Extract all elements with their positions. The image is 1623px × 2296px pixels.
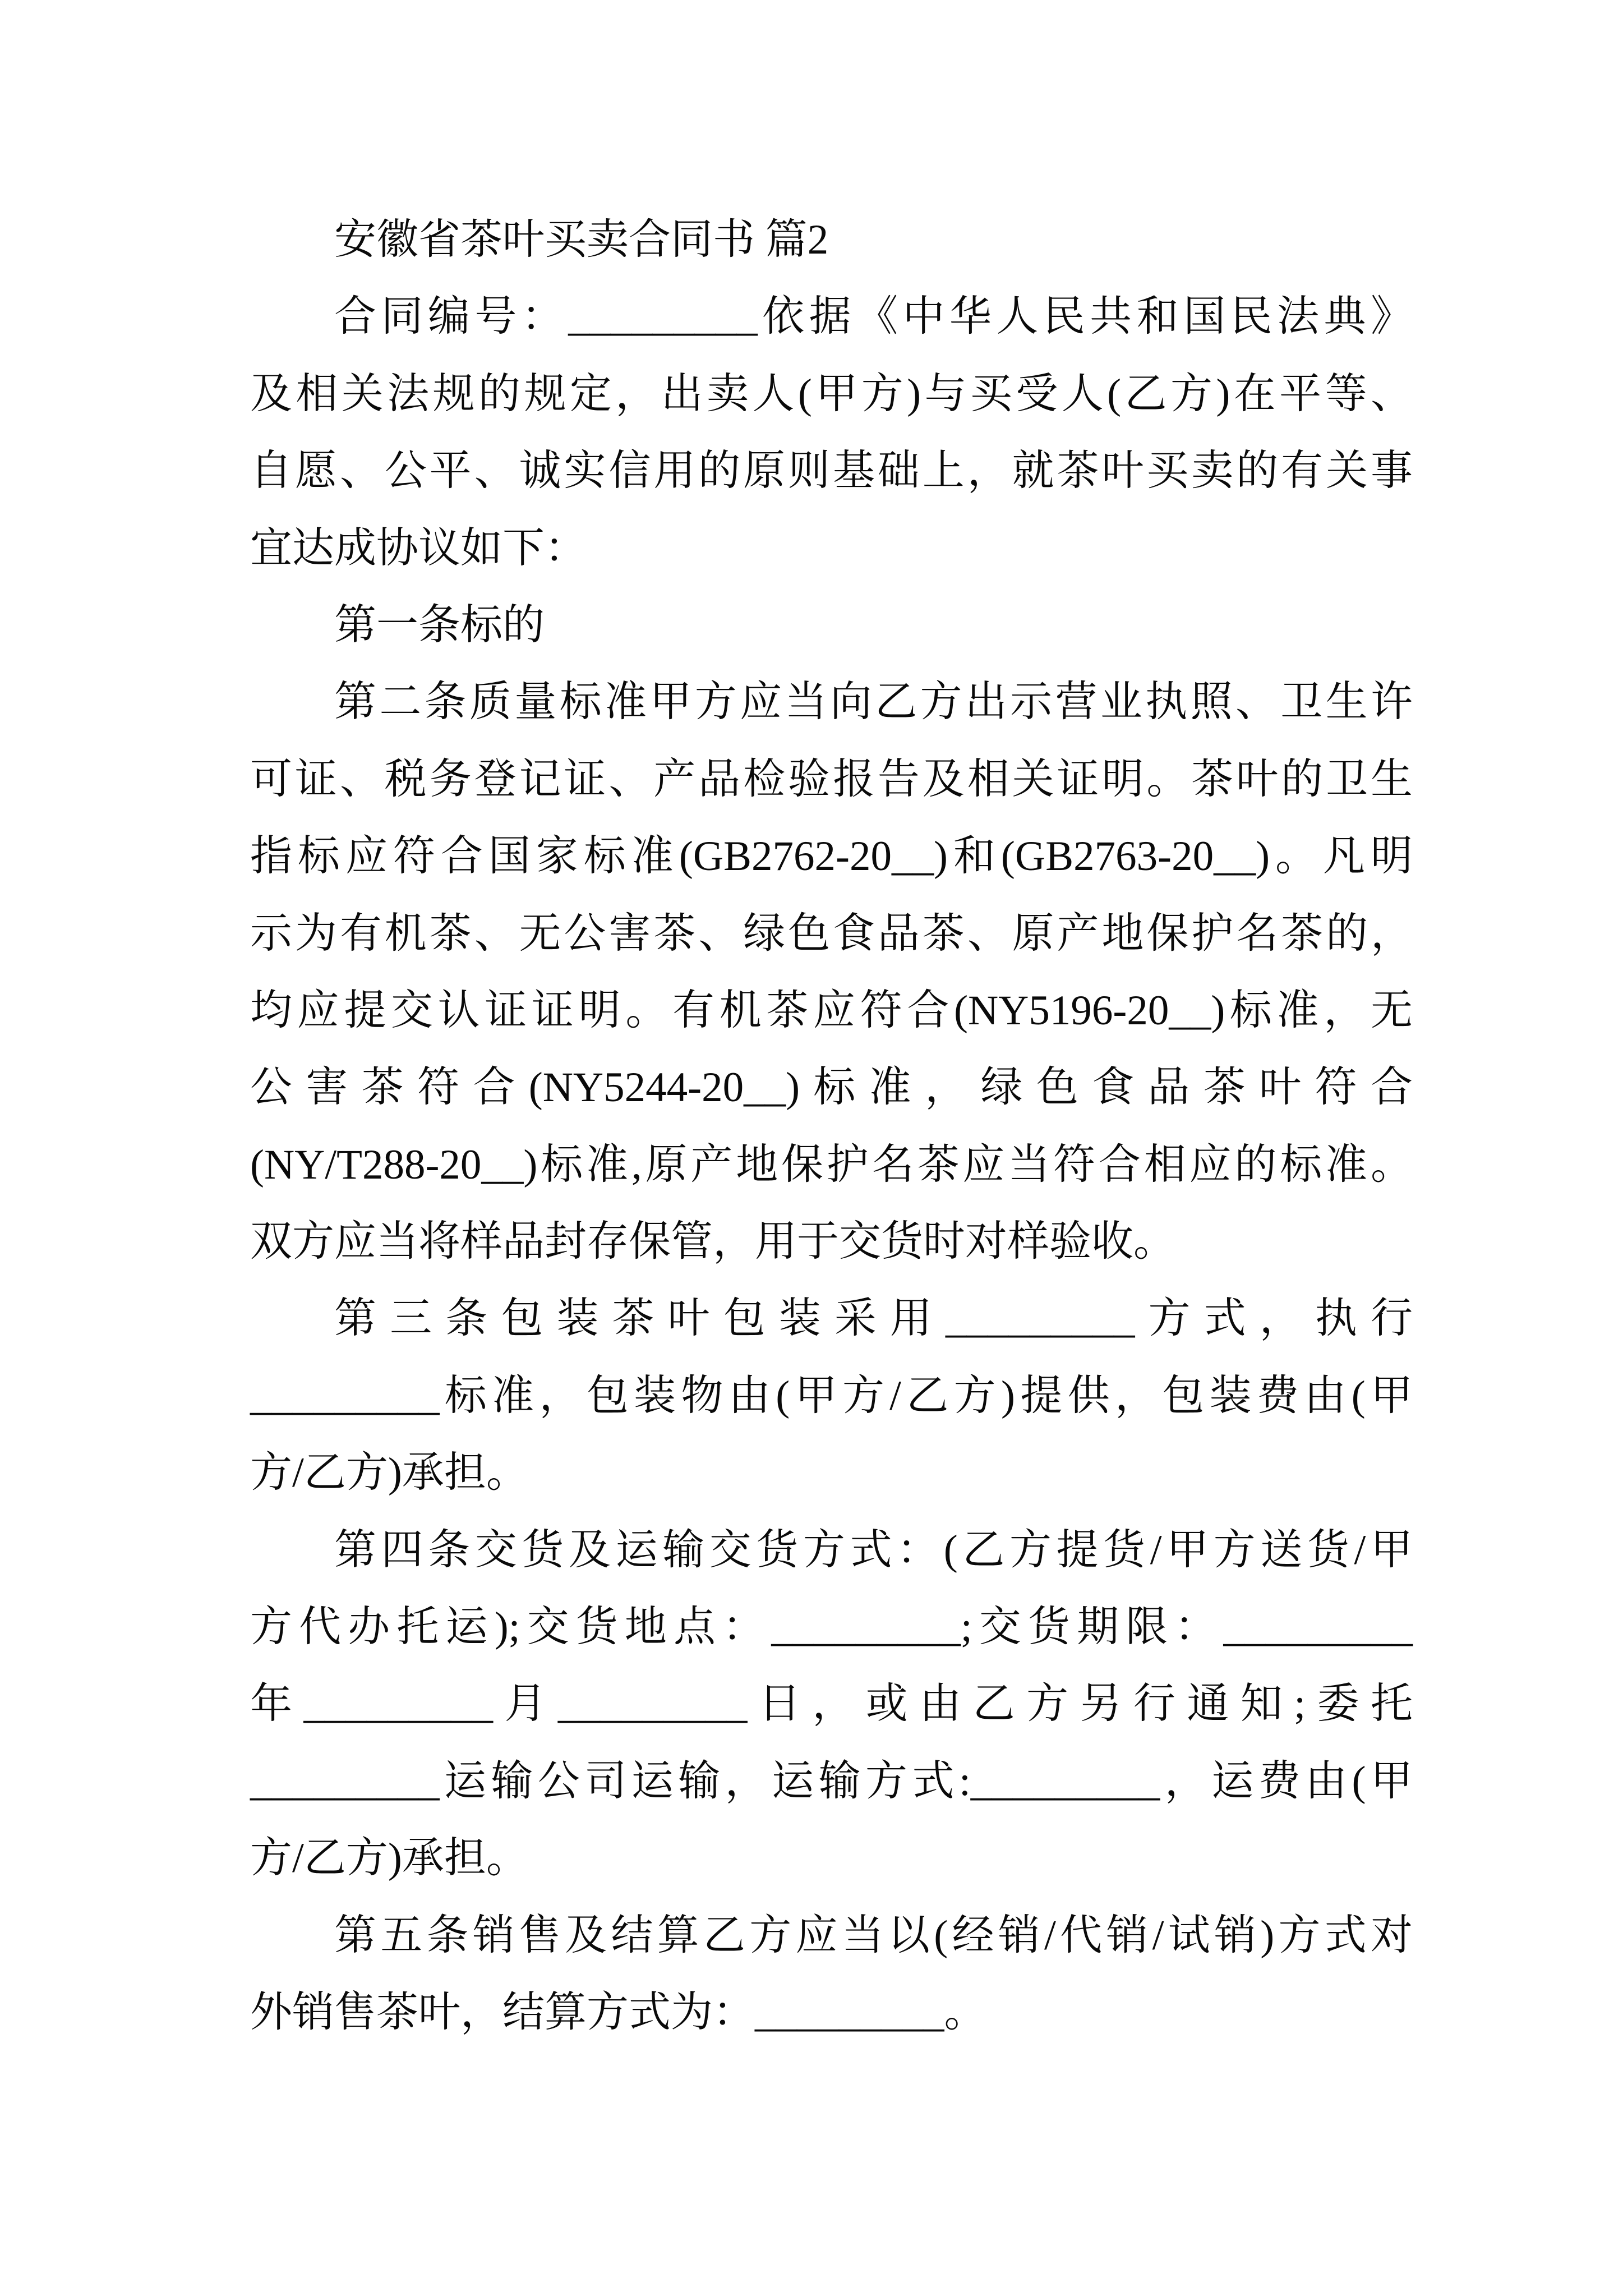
paragraph-line: _________标准，包装物由(甲方/乙方)提供，包装费由(甲 <box>250 1372 1413 1419</box>
paragraph-line: 外销售茶叶，结算方式为：_________。 <box>250 1989 986 2036</box>
paragraph-line: (NY/T288-20__)标准,原产地保护名茶应当符合相应的标准。 <box>250 1141 1413 1188</box>
paragraph-line: 均应提交认证证明。有机茶应符合(NY5196-20__)标准，无 <box>250 987 1413 1034</box>
preamble-paragraph <box>250 278 1413 587</box>
article-1-paragraph <box>250 587 1413 664</box>
article-3-paragraph <box>250 1280 1413 1511</box>
paragraph-line: 合同编号：_________依据《中华人民共和国民法典》 <box>334 293 1413 341</box>
paragraph-line: 第二条质量标准甲方应当向乙方出示营业执照、卫生许 <box>334 679 1413 726</box>
document-body <box>250 201 1413 2051</box>
paragraph-line: 第一条标的 <box>334 601 545 648</box>
paragraph-line: 公害茶符合(NY5244-20__)标准，绿色食品茶叶符合 <box>250 1064 1413 1111</box>
paragraph-line: 示为有机茶、无公害茶、绿色食品茶、原产地保护名茶的， <box>250 910 1413 957</box>
paragraph-line: 第五条销售及结算乙方应当以(经销/代销/试销)方式对 <box>334 1912 1413 1959</box>
paragraph-line: _________运输公司运输，运输方式:_________，运费由(甲 <box>250 1757 1413 1805</box>
paragraph-line: 宜达成协议如下： <box>250 524 587 572</box>
paragraph-line: 双方应当将样品封存保管，用于交货时对样验收。 <box>250 1218 1176 1266</box>
article-5-paragraph <box>250 1897 1413 2051</box>
paragraph-line: 可证、税务登记证、产品检验报告及相关证明。茶叶的卫生 <box>250 756 1413 803</box>
paragraph-line: 第四条交货及运输交货方式：(乙方提货/甲方送货/甲 <box>334 1526 1413 1573</box>
paragraph-line: 及相关法规的规定，出卖人(甲方)与买受人(乙方)在平等、 <box>250 370 1413 417</box>
article-2-paragraph <box>250 664 1413 1280</box>
article-4-paragraph <box>250 1512 1413 1897</box>
paragraph-line: 方/乙方)承担。 <box>250 1835 528 1882</box>
paragraph-line: 年_________月_________日，或由乙方另行通知;委托 <box>250 1681 1413 1728</box>
paragraph-line: 方/乙方)承担。 <box>250 1450 528 1497</box>
paragraph-line: 第三条包装茶叶包装采用_________方式，执行 <box>334 1295 1413 1342</box>
document-title: 安徽省茶叶买卖合同书 篇2 <box>334 217 829 263</box>
paragraph-line: 方代办托运);交货地点：_________;交货期限：_________ <box>250 1604 1413 1651</box>
paragraph-line: 指标应符合国家标准(GB2762-20__)和(GB2763-20__)。凡明 <box>250 833 1413 880</box>
paragraph-line: 自愿、公平、诚实信用的原则基础上，就茶叶买卖的有关事 <box>250 448 1413 495</box>
